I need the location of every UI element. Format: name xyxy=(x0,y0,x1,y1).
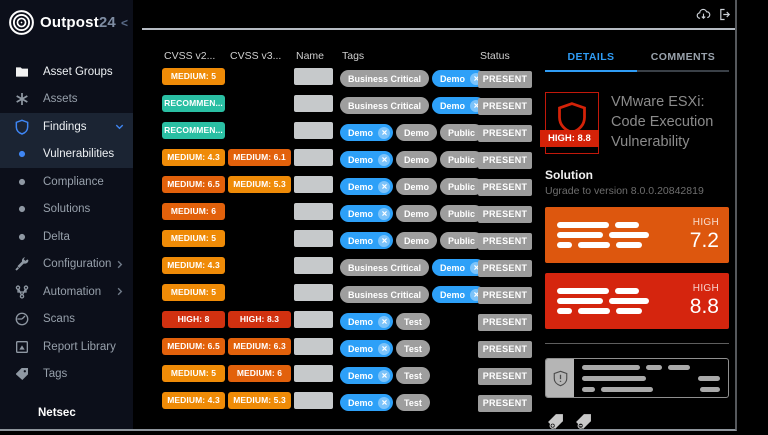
tags-cell xyxy=(340,178,478,195)
table-row[interactable] xyxy=(140,65,536,92)
tag-chip xyxy=(340,367,393,384)
tag-chip-label: Public xyxy=(448,235,476,246)
table-row[interactable] xyxy=(140,335,536,362)
tag-chip xyxy=(396,178,437,195)
sidebar-item-scans[interactable] xyxy=(0,306,133,334)
sidebar-item-findings[interactable] xyxy=(0,113,133,141)
tag-chip-label: Demo xyxy=(348,235,374,246)
table-row[interactable] xyxy=(140,119,536,146)
tag-chip-label: Demo xyxy=(440,100,466,111)
tag-icon xyxy=(14,366,30,382)
card-severity-label: HIGH xyxy=(692,283,719,294)
report-icon xyxy=(14,339,30,355)
score-column xyxy=(690,283,719,319)
name-placeholder xyxy=(294,122,333,139)
table-header xyxy=(140,47,536,65)
sidebar-item-label: Asset Groups xyxy=(43,65,113,78)
tag-chip xyxy=(440,151,483,168)
dot-icon xyxy=(14,174,30,190)
cvss-v2-badge: MEDIUM: 5 xyxy=(162,68,225,85)
sidebar-item-automation[interactable] xyxy=(0,278,133,306)
sidebar-item-label: Compliance xyxy=(43,175,104,188)
cvss-v2-badge: MEDIUM: 4.3 xyxy=(162,257,225,274)
table-row[interactable] xyxy=(140,308,536,335)
status-badge: PRESENT xyxy=(478,314,532,331)
score-column xyxy=(690,217,719,253)
tag-chip-label: Demo xyxy=(440,262,466,273)
sidebar-item-compliance[interactable] xyxy=(0,168,133,196)
column-header: CVSS v3... xyxy=(230,50,282,62)
cvss-v3-badge: MEDIUM: 6.3 xyxy=(228,338,291,355)
chevron-right-icon[interactable] xyxy=(114,259,125,270)
tag-chip-label: Demo xyxy=(404,154,430,165)
details-tabs xyxy=(545,46,729,72)
status-badge: PRESENT xyxy=(478,152,532,169)
tags-cell xyxy=(340,286,478,303)
table-row[interactable] xyxy=(140,254,536,281)
name-placeholder xyxy=(294,230,333,247)
name-placeholder xyxy=(294,149,333,166)
table-row[interactable] xyxy=(140,362,536,389)
column-header: Name xyxy=(296,50,325,62)
name-placeholder xyxy=(294,392,333,409)
tag-chip-label: Demo xyxy=(348,397,374,408)
score-card xyxy=(545,273,729,329)
wrench-icon xyxy=(14,256,30,272)
tags-cell xyxy=(340,259,478,276)
tag-chip xyxy=(340,97,429,114)
folder-icon xyxy=(14,64,30,80)
tags-cell xyxy=(340,151,478,168)
cvss-v2-badge: RECOMMEN... xyxy=(162,95,225,112)
main-area xyxy=(133,0,735,429)
status-badge: PRESENT xyxy=(478,233,532,250)
tag-chip-label: Test xyxy=(404,370,422,381)
tag-chip-label: Test xyxy=(404,343,422,354)
card-severity-label: HIGH xyxy=(692,217,719,228)
tags-cell xyxy=(340,97,478,114)
vulnerability-header xyxy=(545,92,729,154)
card-score-value: 7.2 xyxy=(689,229,719,252)
name-placeholder xyxy=(294,284,333,301)
tag-chip-label: Public xyxy=(448,208,476,219)
name-placeholder xyxy=(294,365,333,382)
sidebar-item-solutions[interactable] xyxy=(0,196,133,224)
shield-icon xyxy=(14,119,30,135)
sidebar-item-label: Tags xyxy=(43,368,68,381)
brand-suffix: 24 xyxy=(98,14,116,31)
sidebar-item-asset-groups[interactable] xyxy=(0,58,133,86)
sidebar-item-delta[interactable] xyxy=(0,223,133,251)
tag-chip xyxy=(396,313,430,330)
divider xyxy=(545,343,729,344)
tag-chip xyxy=(340,124,393,141)
tag-chip-label: Public xyxy=(448,181,476,192)
tag-remove-icon[interactable] xyxy=(573,411,594,432)
workspace-label: Netsec xyxy=(38,407,76,419)
severity-shield-box xyxy=(545,92,599,154)
tag-chip-label: Test xyxy=(404,316,422,327)
tag-chip-label: Test xyxy=(404,397,422,408)
tags-cell xyxy=(340,340,478,357)
cvss-v2-badge: MEDIUM: 6.5 xyxy=(162,338,225,355)
cvss-v2-badge: MEDIUM: 6 xyxy=(162,203,225,220)
tag-chip xyxy=(340,232,393,249)
name-placeholder xyxy=(294,95,333,112)
tag-chip xyxy=(340,178,393,195)
tab-details[interactable]: DETAILS xyxy=(545,46,637,72)
column-header: Status xyxy=(480,50,510,62)
cvss-v3-badge: MEDIUM: 5.3 xyxy=(228,392,291,409)
sidebar-collapse-button[interactable]: < xyxy=(120,15,128,30)
cvss-v3-badge: MEDIUM: 5.3 xyxy=(228,176,291,193)
tag-chip xyxy=(440,232,483,249)
tag-chip xyxy=(396,205,437,222)
tag-chip xyxy=(440,178,483,195)
tag-chip xyxy=(396,367,430,384)
dot-icon xyxy=(14,146,30,162)
status-badge: PRESENT xyxy=(478,206,532,223)
sidebar xyxy=(0,0,133,429)
remove-tag-button[interactable] xyxy=(378,127,390,139)
tag-chip-label: Business Critical xyxy=(348,100,422,111)
column-header: Tags xyxy=(342,50,365,62)
tag-chip-label: Demo xyxy=(404,127,430,138)
sidebar-item-configuration[interactable] xyxy=(0,251,133,279)
tag-chip-label: Business Critical xyxy=(348,262,422,273)
asset-card-redacted-text xyxy=(574,359,728,397)
tag-chip-label: Public xyxy=(448,127,476,138)
sidebar-item-vulnerabilities[interactable] xyxy=(0,141,133,169)
cvss-v3-badge: HIGH: 8.3 xyxy=(228,311,291,328)
severity-badge: HIGH: 8.8 xyxy=(540,130,599,147)
tag-chip-label: Demo xyxy=(348,181,374,192)
vulnerability-title: VMware ESXi: Code Execution Vulnerability xyxy=(611,94,714,150)
table-row[interactable] xyxy=(140,281,536,308)
tag-chip-label: Demo xyxy=(404,208,430,219)
findings-table xyxy=(133,30,536,429)
tag-chip xyxy=(396,124,437,141)
tags-cell xyxy=(340,70,478,87)
column-header: CVSS v2... xyxy=(164,50,216,62)
cvss-v2-badge: MEDIUM: 5 xyxy=(162,365,225,382)
remove-tag-button[interactable] xyxy=(378,154,390,166)
logo-row xyxy=(0,0,133,40)
solution-text: Ugrade to version 8.0.0.20842819 xyxy=(545,185,704,197)
sidebar-item-label: Vulnerabilities xyxy=(43,148,115,161)
status-badge: PRESENT xyxy=(478,98,532,115)
tag-chip-label: Demo xyxy=(348,154,374,165)
tag-chip xyxy=(340,151,393,168)
status-badge: PRESENT xyxy=(478,287,532,304)
table-row[interactable] xyxy=(140,389,536,416)
sidebar-item-tags[interactable] xyxy=(0,361,133,389)
tags-cell xyxy=(340,232,478,249)
shield-alert-icon xyxy=(546,359,574,397)
sidebar-item-label: Delta xyxy=(43,230,70,243)
brand-name: Outpost24 xyxy=(40,14,116,31)
tag-chip xyxy=(340,205,393,222)
remove-tag-button[interactable] xyxy=(378,181,390,193)
topbar xyxy=(142,0,735,30)
table-row[interactable] xyxy=(140,92,536,119)
sidebar-item-label: Findings xyxy=(43,120,87,133)
tag-chip-label: Demo xyxy=(440,73,466,84)
solution-heading: Solution xyxy=(545,168,593,182)
remove-tag-button[interactable] xyxy=(378,370,390,382)
sidebar-item-report-library[interactable] xyxy=(0,333,133,361)
tag-chip xyxy=(440,205,483,222)
tag-chip-label: Demo xyxy=(348,343,374,354)
tag-chip xyxy=(440,124,483,141)
tag-chip-label: Demo xyxy=(348,127,374,138)
status-badge: PRESENT xyxy=(478,341,532,358)
name-placeholder xyxy=(294,311,333,328)
dot-icon xyxy=(14,229,30,245)
chevron-down-icon[interactable] xyxy=(114,121,125,132)
cvss-v2-badge: MEDIUM: 5 xyxy=(162,284,225,301)
sidebar-item-label: Solutions xyxy=(43,203,91,216)
sidebar-item-assets[interactable] xyxy=(0,86,133,114)
dot-icon xyxy=(14,201,30,217)
sidebar-item-label: Assets xyxy=(43,93,78,106)
remove-tag-button[interactable] xyxy=(378,316,390,328)
redacted-text xyxy=(557,284,690,319)
status-badge: PRESENT xyxy=(478,71,532,88)
name-placeholder xyxy=(294,338,333,355)
tag-chip xyxy=(340,340,393,357)
tags-cell xyxy=(340,313,478,330)
remove-tag-button[interactable] xyxy=(378,343,390,355)
tag-chip-label: Business Critical xyxy=(348,73,422,84)
tag-chip-label: Demo xyxy=(348,370,374,381)
tag-chip-label: Demo xyxy=(404,235,430,246)
cvss-v2-badge: MEDIUM: 6.5 xyxy=(162,176,225,193)
details-panel xyxy=(536,30,735,429)
tag-chip xyxy=(396,151,437,168)
sidebar-item-label: Configuration xyxy=(43,258,112,271)
score-cards xyxy=(545,207,729,329)
cvss-v2-badge: MEDIUM: 4.3 xyxy=(162,149,225,166)
tag-chip xyxy=(340,70,429,87)
scans-icon xyxy=(14,311,30,327)
automation-icon xyxy=(14,284,30,300)
chevron-right-icon[interactable] xyxy=(114,286,125,297)
tag-chip xyxy=(340,313,393,330)
status-badge: PRESENT xyxy=(478,179,532,196)
tags-cell xyxy=(340,367,478,384)
tags-cell xyxy=(340,394,478,411)
tag-chip-label: Demo xyxy=(348,316,374,327)
sidebar-item-label: Scans xyxy=(43,313,75,326)
tag-chip xyxy=(396,340,430,357)
tag-add-icon[interactable] xyxy=(545,411,566,432)
redacted-text xyxy=(557,218,690,253)
tag-chip xyxy=(396,394,430,411)
score-card xyxy=(545,207,729,263)
sidebar-nav xyxy=(0,58,133,388)
sidebar-item-label: Report Library xyxy=(43,340,116,353)
name-placeholder xyxy=(294,257,333,274)
remove-tag-button[interactable] xyxy=(378,235,390,247)
outpost24-logo-icon xyxy=(8,9,35,36)
cvss-v2-badge: RECOMMEN... xyxy=(162,122,225,139)
table-row[interactable] xyxy=(140,200,536,227)
tab-comments[interactable]: COMMENTS xyxy=(637,46,729,72)
name-placeholder xyxy=(294,203,333,220)
tags-cell xyxy=(340,124,478,141)
tag-chip-label: Demo xyxy=(440,289,466,300)
name-placeholder xyxy=(294,176,333,193)
cvss-v3-badge: MEDIUM: 6 xyxy=(228,365,291,382)
assets-icon xyxy=(14,91,30,107)
status-badge: PRESENT xyxy=(478,368,532,385)
table-row[interactable] xyxy=(140,173,536,200)
tags-cell xyxy=(340,205,478,222)
status-badge: PRESENT xyxy=(478,395,532,412)
cloud-download-icon[interactable] xyxy=(696,7,711,22)
status-badge: PRESENT xyxy=(478,260,532,277)
tag-chip-label: Public xyxy=(448,154,476,165)
tag-chip xyxy=(340,286,429,303)
table-row[interactable] xyxy=(140,146,536,173)
cvss-v2-badge: HIGH: 8 xyxy=(162,311,225,328)
table-row[interactable] xyxy=(140,227,536,254)
status-badge: PRESENT xyxy=(478,125,532,142)
name-placeholder xyxy=(294,68,333,85)
tag-chip-label: Demo xyxy=(348,208,374,219)
tag-actions xyxy=(545,411,729,432)
topbar-icons xyxy=(696,7,733,22)
tag-chip xyxy=(340,259,429,276)
cvss-v3-badge: MEDIUM: 6.1 xyxy=(228,149,291,166)
remove-tag-button[interactable] xyxy=(378,208,390,220)
tag-chip-label: Business Critical xyxy=(348,289,422,300)
tag-chip-label: Demo xyxy=(404,181,430,192)
affected-asset-card[interactable] xyxy=(545,358,729,398)
tag-chip xyxy=(340,394,393,411)
table-body xyxy=(140,65,536,416)
remove-tag-button[interactable] xyxy=(378,397,390,409)
content xyxy=(133,30,735,429)
cvss-v2-badge: MEDIUM: 5 xyxy=(162,230,225,247)
cvss-v2-badge: MEDIUM: 4.3 xyxy=(162,392,225,409)
sidebar-item-label: Automation xyxy=(43,285,102,298)
tag-chip xyxy=(396,232,437,249)
card-score-value: 8.8 xyxy=(689,295,719,318)
sign-out-icon[interactable] xyxy=(718,7,733,22)
